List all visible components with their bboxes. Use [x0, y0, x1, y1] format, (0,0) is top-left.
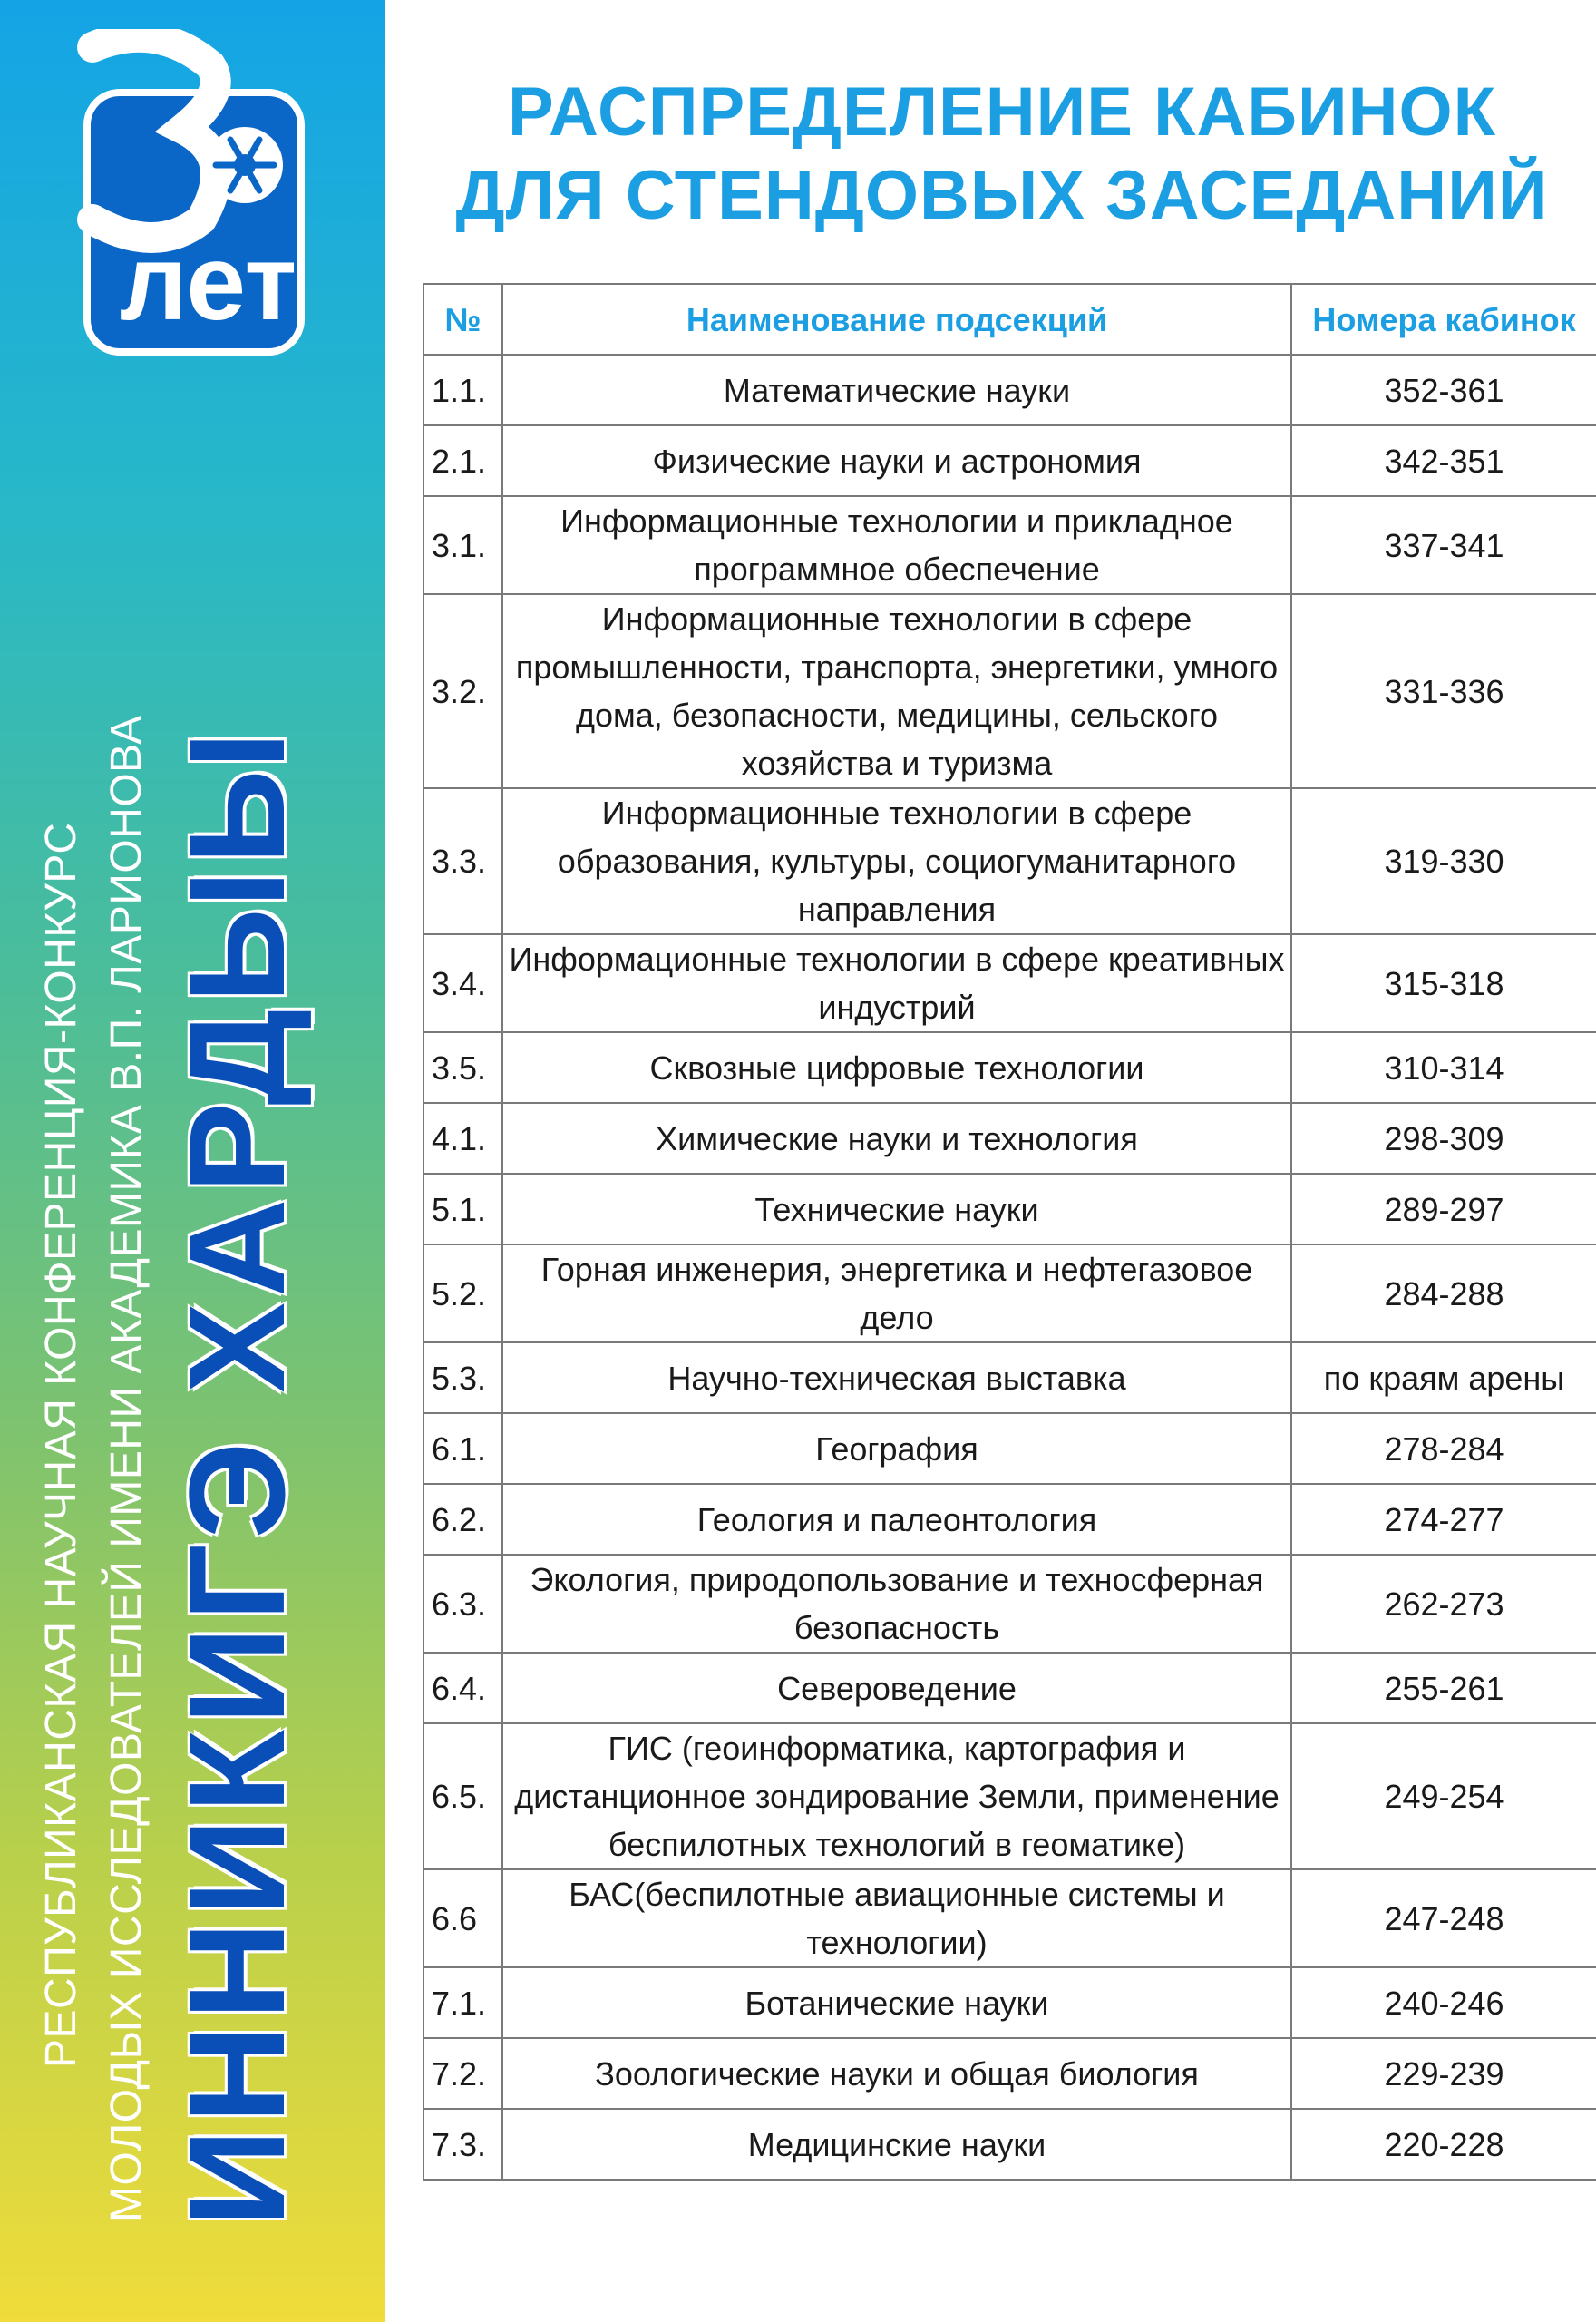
- table-row: [423, 355, 1596, 425]
- anniversary-logo: [74, 29, 310, 356]
- row-room-numbers: 255-261: [1291, 1653, 1596, 1723]
- table-row: [423, 2038, 1596, 2109]
- page-title-line2: ДЛЯ СТЕНДОВЫХ ЗАСЕДАНИЙ: [455, 157, 1549, 234]
- table-row: [423, 1653, 1596, 1723]
- row-number: 7.1.: [423, 1967, 502, 2038]
- row-subsection-name: Зоологические науки и общая биология: [502, 2038, 1291, 2109]
- snowflake-icon: [207, 127, 283, 203]
- row-number: 2.1.: [423, 425, 502, 496]
- row-room-numbers: 310-314: [1291, 1032, 1596, 1103]
- row-room-numbers: по краям арены: [1291, 1342, 1596, 1413]
- row-subsection-name: Технические науки: [502, 1174, 1291, 1244]
- row-subsection-name: Информационные технологии в сфере образования, культуры, социогуманитарного направления: [502, 788, 1291, 934]
- table-row: [423, 1723, 1596, 1869]
- column-header-subsection: Наименование подсекций: [502, 284, 1291, 355]
- row-number: 6.2.: [423, 1484, 502, 1555]
- row-room-numbers: 220-228: [1291, 2109, 1596, 2180]
- row-number: 6.3.: [423, 1555, 502, 1653]
- row-number: 3.4.: [423, 934, 502, 1032]
- table-row: [423, 1555, 1596, 1653]
- row-subsection-name: Горная инженерия, энергетика и нефтегазовое дело: [502, 1244, 1291, 1342]
- table-row: [423, 1244, 1596, 1342]
- row-number: 6.6: [423, 1869, 502, 1967]
- table-row: [423, 1967, 1596, 2038]
- row-room-numbers: 284-288: [1291, 1244, 1596, 1342]
- row-subsection-name: БАС(беспилотные авиационные системы и технологии): [502, 1869, 1291, 1967]
- row-subsection-name: Геология и палеонтология: [502, 1484, 1291, 1555]
- row-number: 3.2.: [423, 594, 502, 788]
- row-room-numbers: 315-318: [1291, 934, 1596, 1032]
- row-room-numbers: 319-330: [1291, 788, 1596, 934]
- row-number: 6.1.: [423, 1413, 502, 1484]
- table-row: [423, 1103, 1596, 1174]
- row-subsection-name: Математические науки: [502, 355, 1291, 425]
- row-subsection-name: Сквозные цифровые технологии: [502, 1032, 1291, 1103]
- row-subsection-name: Физические науки и астрономия: [502, 425, 1291, 496]
- table-row: [423, 594, 1596, 788]
- row-room-numbers: 352-361: [1291, 355, 1596, 425]
- column-header-number: №: [423, 284, 502, 355]
- row-room-numbers: 262-273: [1291, 1555, 1596, 1653]
- row-subsection-name: Химические науки и технология: [502, 1103, 1291, 1174]
- table-row: [423, 1174, 1596, 1244]
- row-room-numbers: 342-351: [1291, 425, 1596, 496]
- row-number: 7.3.: [423, 2109, 502, 2180]
- row-number: 7.2.: [423, 2038, 502, 2109]
- row-number: 5.3.: [423, 1342, 502, 1413]
- row-number: 6.5.: [423, 1723, 502, 1869]
- row-subsection-name: География: [502, 1413, 1291, 1484]
- table-header-row: [423, 284, 1596, 355]
- svg-text:лет: лет: [120, 223, 297, 343]
- row-subsection-name: Информационные технологии и прикладное программное обеспечение: [502, 496, 1291, 594]
- row-number: 4.1.: [423, 1103, 502, 1174]
- conference-title-line1: РЕСПУБЛИКАНСКАЯ НАУЧНАЯ КОНФЕРЕНЦИЯ-КОНКУРС: [37, 822, 85, 2068]
- table-row: [423, 1413, 1596, 1484]
- row-room-numbers: 274-277: [1291, 1484, 1596, 1555]
- row-subsection-name: Информационные технологии в сфере креативных индустрий: [502, 934, 1291, 1032]
- brand-name: ИННИКИГЭ ХАРДЫЫ: [161, 726, 313, 2227]
- column-header-rooms: Номера кабинок: [1291, 284, 1596, 355]
- row-room-numbers: 331-336: [1291, 594, 1596, 788]
- row-room-numbers: 247-248: [1291, 1869, 1596, 1967]
- row-room-numbers: 298-309: [1291, 1103, 1596, 1174]
- row-number: 1.1.: [423, 355, 502, 425]
- row-room-numbers: 240-246: [1291, 1967, 1596, 2038]
- row-number: 6.4.: [423, 1653, 502, 1723]
- row-number: 3.5.: [423, 1032, 502, 1103]
- page-title-line1: РАСПРЕДЕЛЕНИЕ КАБИНОК: [508, 73, 1496, 151]
- row-number: 3.3.: [423, 788, 502, 934]
- table-row: [423, 1869, 1596, 1967]
- row-room-numbers: 278-284: [1291, 1413, 1596, 1484]
- table-row: [423, 788, 1596, 934]
- row-subsection-name: Экология, природопользование и техносферная безопасность: [502, 1555, 1291, 1653]
- row-subsection-name: Медицинские науки: [502, 2109, 1291, 2180]
- row-subsection-name: Информационные технологии в сфере промышленности, транспорта, энергетики, умного дома, безопасности, медицины, сельского хозяйства и туризма: [502, 594, 1291, 788]
- row-room-numbers: 337-341: [1291, 496, 1596, 594]
- row-subsection-name: ГИС (геоинформатика, картография и дистанционное зондирование Земли, применение беспилотных технологий в геоматике): [502, 1723, 1291, 1869]
- table-row: [423, 425, 1596, 496]
- table-row: [423, 1342, 1596, 1413]
- row-number: 3.1.: [423, 496, 502, 594]
- table-row: [423, 1484, 1596, 1555]
- table-row: [423, 934, 1596, 1032]
- booth-distribution-table: [423, 283, 1596, 2181]
- row-room-numbers: 229-239: [1291, 2038, 1596, 2109]
- table-row: [423, 1032, 1596, 1103]
- conference-title-line2: МОЛОДЫХ ИССЛЕДОВАТЕЛЕЙ ИМЕНИ АКАДЕМИКА В.П. ЛАРИОНОВА: [102, 715, 151, 2222]
- row-number: 5.2.: [423, 1244, 502, 1342]
- row-subsection-name: Североведение: [502, 1653, 1291, 1723]
- table-row: [423, 2109, 1596, 2180]
- row-room-numbers: 289-297: [1291, 1174, 1596, 1244]
- row-subsection-name: Ботанические науки: [502, 1967, 1291, 2038]
- table-row: [423, 496, 1596, 594]
- row-subsection-name: Научно-техническая выставка: [502, 1342, 1291, 1413]
- sidebar-banner: [0, 0, 385, 2322]
- row-number: 5.1.: [423, 1174, 502, 1244]
- row-room-numbers: 249-254: [1291, 1723, 1596, 1869]
- page-title: [426, 71, 1578, 238]
